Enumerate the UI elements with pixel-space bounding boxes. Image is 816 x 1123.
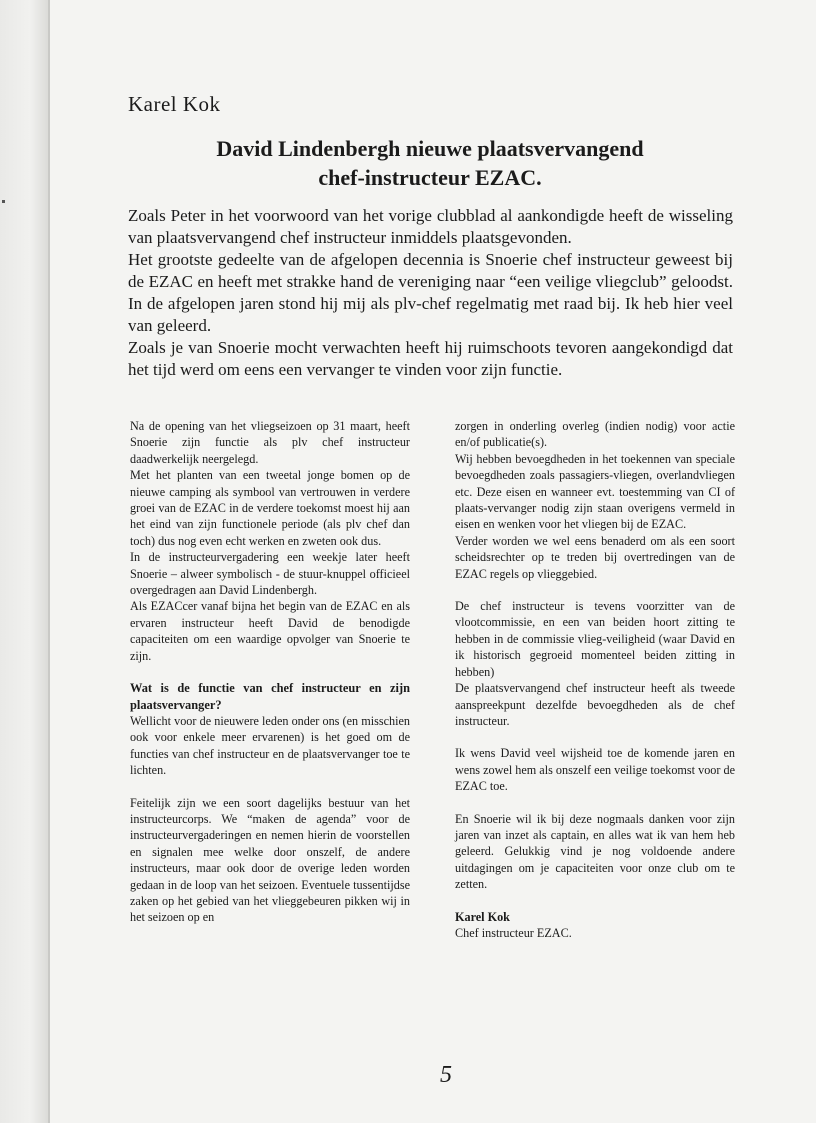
right-paragraph: Wij hebben bevoegdheden in het toekennen van speciale bevoegdheden zoals passagiers-vliegen, overlandvliegen etc. Deze eisen en wanneer evt. toestemming van CI of plaats-vervanger nodig zijn staan overigens vermeld in eisen en wenken voor het vliegen bij de EZAC. <box>455 451 735 532</box>
left-paragraph: Wellicht voor de nieuwere leden onder ons (en misschien ook voor enkele meer ervarenen) is het goed om de functies van chef instructeur en de plaatsvervanger toe te lichten. <box>130 713 410 778</box>
signature-role: Chef instructeur EZAC. <box>455 925 572 940</box>
left-paragraph: Na de opening van het vliegseizoen op 31 maart, heeft Snoerie zijn functie als plv chef instructeur daadwerkelijk neergelegd. <box>130 419 410 466</box>
signature-name: Karel Kok <box>455 909 510 924</box>
right-paragraph: De chef instructeur is tevens voorzitter van de vlootcommissie, en een van beiden hoort zitting te hebben in de commissie vlieg-veiligheid (waar David en ik historisch gegroeid momenteel beiden zitting in hebben) <box>455 599 735 679</box>
right-paragraph: Ik wens David veel wijsheid toe de komende jaren en wens zowel hem als onszelf een veilige toekomst voor de EZAC toe. <box>455 746 735 794</box>
section-heading: Wat is de functie van chef instructeur en zijn plaatsvervanger? <box>130 681 410 712</box>
page-number: 5 <box>440 1062 452 1088</box>
left-paragraph: Met het planten van een tweetal jonge bomen op de nieuwe camping als symbool van vertrouwen in verdere groei van de EZAC in de verdere toekomst moest hij aan het eind van zijn functionele periode (als plv chef dan toch) dus nog even echt werken en zweten ook dus. <box>130 468 410 548</box>
article-author: Karel Kok <box>128 92 221 116</box>
intro-paragraph: Zoals je van Snoerie mocht verwachten heeft hij ruimschoots tevoren aangekondigd dat het tijd werd om eens een vervanger te vinden voor zijn functie. <box>128 338 733 379</box>
left-paragraph: Feitelijk zijn we een soort dagelijks bestuur van het instructeurcorps. We “maken de agenda” voor de instructeurvergaderingen en nemen hierin de voorstellen en signalen mee welke door onszelf, de andere instructeurs, maar ook door de overige leden worden gedaan in de loop van het seizoen. Eventuele tussentijdse zaken op het gebied van het vlieggebeuren pikken wij in het seizoen op en <box>130 795 410 925</box>
intro-paragraphs <box>128 205 733 381</box>
right-paragraph: De plaatsvervangend chef instructeur heeft als tweede aanspreekpunt dezelfde bevoegdheden als de chef instructeur. <box>455 681 735 728</box>
left-column <box>130 418 410 926</box>
right-paragraph: zorgen in onderling overleg (indien nodig) voor actie en/of publicatie(s). <box>455 419 735 450</box>
title-line-2: chef-instructeur EZAC. <box>318 165 542 190</box>
page-binding-edge <box>0 0 50 1123</box>
scan-speck <box>2 200 5 203</box>
title-line-1: David Lindenbergh nieuwe plaatsvervangend <box>216 136 644 161</box>
right-paragraph: En Snoerie wil ik bij deze nogmaals danken voor zijn jaren van inzet als captain, en alles wat ik van hem heb geleerd. Gelukkig vind je nog voldoende andere uitdagingen om je capaciteiten voor onze club om te zetten. <box>455 811 735 892</box>
intro-paragraph: Zoals Peter in het voorwoord van het vorige clubblad al aankondigde heeft de wisseling van plaatsvervangend chef instructeur inmiddels plaatsgevonden. <box>128 206 733 247</box>
intro-paragraph: Het grootste gedeelte van de afgelopen decennia is Snoerie chef instructeur geweest bij de EZAC en heeft met strakke hand de vereniging naar “een veilige vliegclub” geloodst. In de afgelopen jaren stond hij mij als plv-chef regelmatig met raad bij. Ik heb hier veel van geleerd. <box>128 250 733 335</box>
article-title <box>120 134 740 192</box>
left-paragraph: Als EZACcer vanaf bijna het begin van de EZAC en als ervaren instructeur heeft David de benodigde capaciteiten om een waardige opvolger van Snoerie te zijn. <box>130 599 410 663</box>
right-paragraph: Verder worden we wel eens benaderd om als een soort scheidsrechter op te treden bij overtredingen van de EZAC regels op vlieggebied. <box>455 533 735 581</box>
right-column <box>455 418 735 941</box>
left-paragraph: In de instructeurvergadering een weekje later heeft Snoerie – alweer symbolisch - de stuur-knuppel officieel overgedragen aan David Lindenbergh. <box>130 550 410 598</box>
